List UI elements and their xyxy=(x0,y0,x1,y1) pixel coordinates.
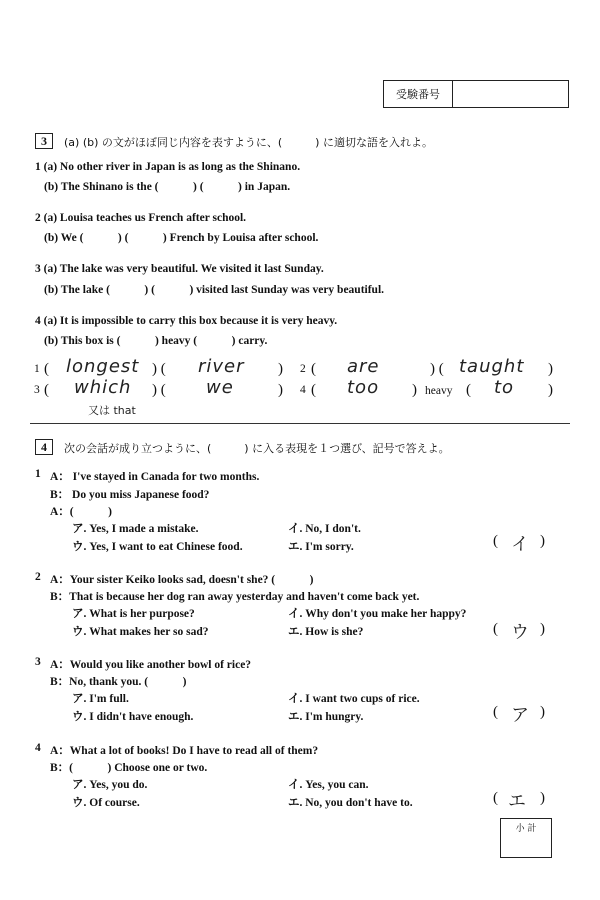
s3-ans-2a[interactable]: are xyxy=(347,356,380,377)
s3-ans-1a[interactable]: longest xyxy=(66,356,140,377)
s4-q2-answer-paren-close: ) xyxy=(540,621,545,637)
s4-q1-opt-e: エ. I'm sorry. xyxy=(288,541,354,553)
s3-q2-a: 2 (a) Louisa teaches us French after school. xyxy=(35,212,247,224)
s4-q1-line-1: A： I've stayed in Canada for two months. xyxy=(50,471,260,483)
s3-ans-2-num: 2 xyxy=(300,363,306,375)
s3-ans-4a[interactable]: too xyxy=(347,377,380,398)
s4-q1-answer-paren-open: ( xyxy=(493,533,498,549)
s3-q4-b: (b) This box is ( ) heavy ( ) carry. xyxy=(44,335,268,347)
s3-ans-1b[interactable]: river xyxy=(198,356,245,377)
s4-q3-answer-paren-open: ( xyxy=(493,704,498,720)
section-4-number: 4 xyxy=(35,439,53,455)
s4-q2-line-2: B：That is because her dog ran away yesterday and haven't come back yet. xyxy=(50,591,420,603)
s3-ans-2b[interactable]: taught xyxy=(459,356,525,377)
exam-number-box xyxy=(383,80,569,108)
s4-q2-opt-i: イ. Why don't you make her happy? xyxy=(288,608,467,620)
s3-q4-a: 4 (a) It is impossible to carry this box because it is very heavy. xyxy=(35,315,338,327)
s3-ans-3-mid-paren: ) ( xyxy=(152,382,166,398)
s4-q1-opt-u: ウ. Yes, I want to eat Chinese food. xyxy=(72,541,243,553)
s3-ans-1-mid-paren: ) ( xyxy=(152,361,166,377)
s3-ans-2-paren-open: ( xyxy=(311,361,316,377)
s4-q4-opt-e: エ. No, you don't have to. xyxy=(288,797,413,809)
s4-q2-answer[interactable]: ウ xyxy=(511,622,530,643)
s4-q3-opt-i: イ. I want two cups of rice. xyxy=(288,693,420,705)
s4-q1-line-3: A：( ) xyxy=(50,506,112,518)
s4-q4-line-1: A：What a lot of books! Do I have to read all of them? xyxy=(50,745,319,757)
s4-q1-answer[interactable]: イ xyxy=(511,534,530,555)
s3-ans-4-paren-open2: ( xyxy=(466,382,471,398)
s3-ans-3a[interactable]: which xyxy=(74,377,132,398)
s3-ans-3-paren-close: ) xyxy=(278,382,283,398)
s3-ans-4b[interactable]: to xyxy=(494,377,515,398)
s3-ans-4-mid: heavy xyxy=(425,385,453,397)
s4-q3-line-1: A：Would you like another bowl of rice? xyxy=(50,659,252,671)
s4-q2-answer-paren-open: ( xyxy=(493,621,498,637)
s4-q3-num: 3 xyxy=(35,656,41,668)
s4-q1-opt-a: ア. Yes, I made a mistake. xyxy=(72,523,199,535)
s4-q2-opt-e: エ. How is she? xyxy=(288,626,364,638)
exam-number-label: 受験番号 xyxy=(384,81,453,107)
s3-ans-2-paren-close: ) xyxy=(548,361,553,377)
s3-q1-a: 1 (a) No other river in Japan is as long as the Shinano. xyxy=(35,161,301,173)
s4-q4-line-2: B：( ) Choose one or two. xyxy=(50,762,208,774)
s3-ans-3-num: 3 xyxy=(34,384,40,396)
s4-q1-answer-paren-close: ) xyxy=(540,533,545,549)
s3-ans-2-mid-paren: ) ( xyxy=(430,361,444,377)
s4-q4-num: 4 xyxy=(35,742,41,754)
s4-q3-opt-u: ウ. I didn't have enough. xyxy=(72,711,194,723)
s3-ans-3b[interactable]: we xyxy=(206,377,234,398)
subtotal-box[interactable] xyxy=(500,818,552,858)
s4-q2-opt-a: ア. What is her purpose? xyxy=(72,608,195,620)
s3-ans-1-paren-open: ( xyxy=(44,361,49,377)
s4-q2-opt-u: ウ. What makes her so sad? xyxy=(72,626,209,638)
s4-q3-answer[interactable]: ア xyxy=(511,705,530,726)
s3-ans-3-alt: 又は that xyxy=(88,404,136,417)
s4-q4-opt-u: ウ. Of course. xyxy=(72,797,140,809)
s4-q4-opt-i: イ. Yes, you can. xyxy=(288,779,369,791)
s4-q1-num: 1 xyxy=(35,468,41,480)
s4-q2-line-1: A：Your sister Keiko looks sad, doesn't she? ( ) xyxy=(50,574,314,586)
section-3-instruction: (a) (b) の文がほぼ同じ内容を表すように、( ) に適切な語を入れよ。 xyxy=(64,136,433,149)
s3-ans-4-paren-close: ) xyxy=(548,382,553,398)
section-4-instruction: 次の会話が成り立つように、( ) に入る表現を１つ選び、記号で答えよ。 xyxy=(64,442,450,455)
s4-q3-opt-e: エ. I'm hungry. xyxy=(288,711,364,723)
s3-ans-4-paren-open: ( xyxy=(311,382,316,398)
s3-q2-b: (b) We ( ) ( ) French by Louisa after school. xyxy=(44,232,319,244)
s4-q4-opt-a: ア. Yes, you do. xyxy=(72,779,148,791)
s3-ans-4-num: 4 xyxy=(300,384,306,396)
s4-q4-answer-paren-open: ( xyxy=(493,790,498,806)
section-divider xyxy=(30,423,570,424)
s4-q3-line-2: B：No, thank you. ( ) xyxy=(50,676,187,688)
s4-q3-opt-a: ア. I'm full. xyxy=(72,693,129,705)
s3-ans-1-num: 1 xyxy=(34,363,40,375)
s3-ans-4-paren-mid: ) xyxy=(412,382,417,398)
s4-q3-answer-paren-close: ) xyxy=(540,704,545,720)
s4-q1-opt-i: イ. No, I don't. xyxy=(288,523,361,535)
s3-ans-1-paren-close: ) xyxy=(278,361,283,377)
s3-q1-b: (b) The Shinano is the ( ) ( ) in Japan. xyxy=(44,181,291,193)
s4-q4-answer[interactable]: エ xyxy=(508,791,527,812)
s4-q2-num: 2 xyxy=(35,571,41,583)
s3-ans-3-paren-open: ( xyxy=(44,382,49,398)
s3-q3-b: (b) The lake ( ) ( ) visited last Sunday was very beautiful. xyxy=(44,284,385,296)
s3-q3-a: 3 (a) The lake was very beautiful. We visited it last Sunday. xyxy=(35,263,324,275)
section-3-number: 3 xyxy=(35,133,53,149)
s4-q1-line-2: B： Do you miss Japanese food? xyxy=(50,489,210,501)
s4-q4-answer-paren-close: ) xyxy=(540,790,545,806)
subtotal-label: 小 計 xyxy=(515,824,537,834)
